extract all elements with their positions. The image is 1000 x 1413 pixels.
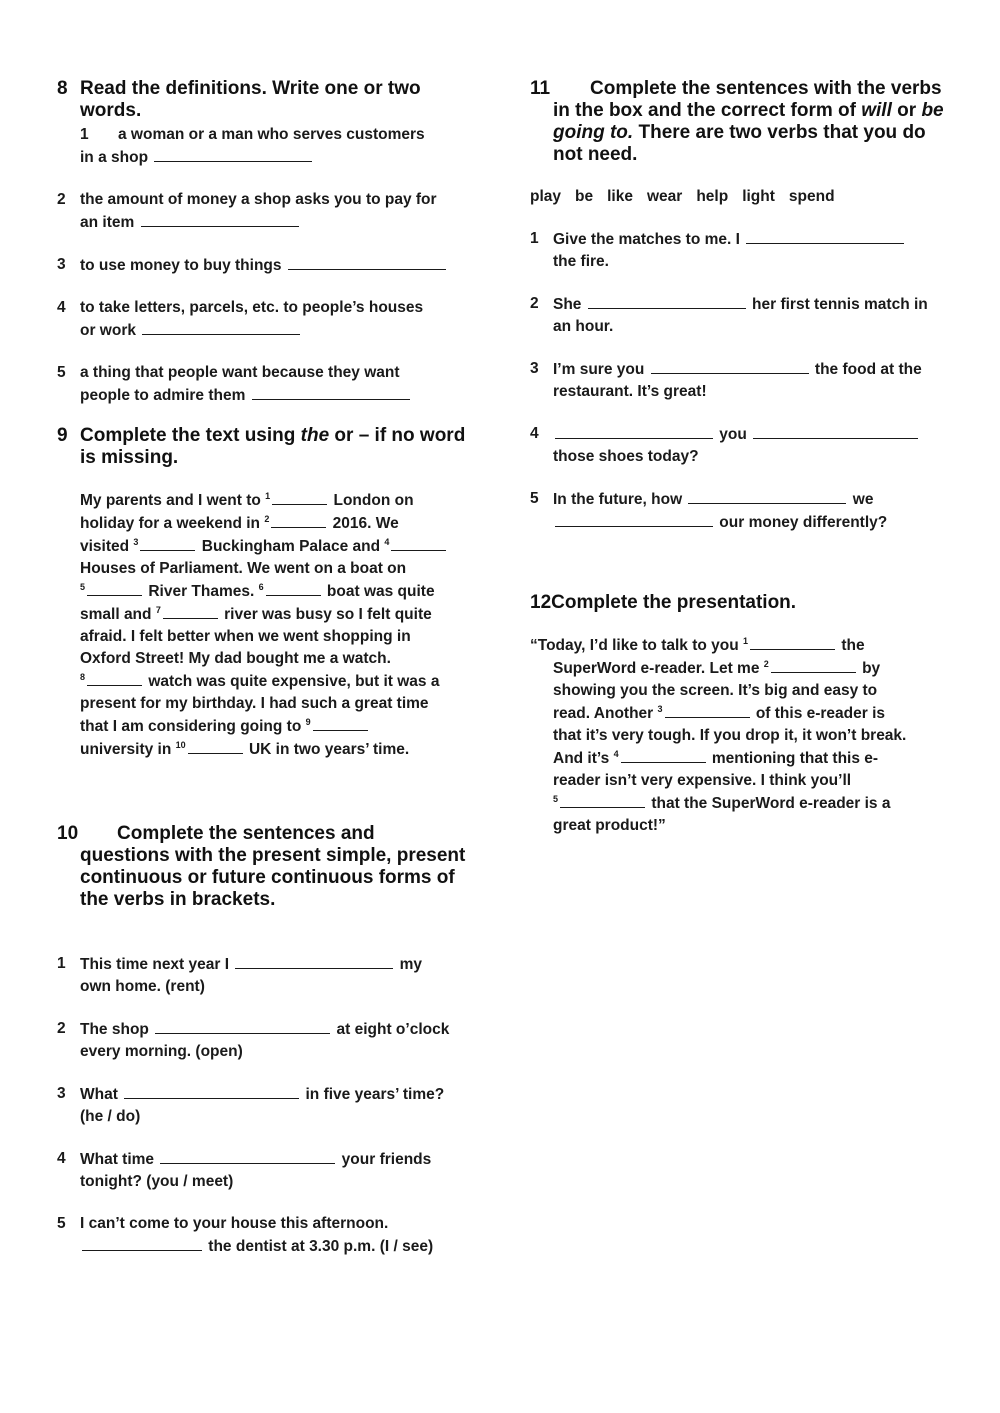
s9-text: that I am considering going to <box>80 718 306 735</box>
s10-item-3-number: 3 <box>57 1085 66 1102</box>
answer-blank[interactable] <box>555 511 713 527</box>
s11-item-4-number: 4 <box>530 425 539 442</box>
s9-text: watch was quite expensive, but it was a <box>144 673 440 690</box>
gap-number: 1 <box>743 635 749 646</box>
answer-blank[interactable] <box>188 738 243 754</box>
s9-text: river was busy so I felt quite <box>219 606 432 623</box>
s9-text: Buckingham Palace and <box>197 538 385 555</box>
answer-blank[interactable] <box>252 384 410 400</box>
section-11-number: 11 <box>530 78 551 99</box>
answer-blank[interactable] <box>272 489 327 505</box>
s8-item-1-number: 1 <box>80 126 89 143</box>
s8-item-2 <box>57 189 469 234</box>
section-10-number: 10 <box>57 823 79 844</box>
s12-text: the <box>837 637 865 654</box>
s12-text: great product!” <box>553 817 666 834</box>
s10-item-4-number: 4 <box>57 1150 66 1167</box>
verb-option: be <box>575 188 594 205</box>
s11-item-3-number: 3 <box>530 360 539 377</box>
gap-number: 5 <box>80 581 86 592</box>
s12-text: of this e-reader is <box>751 705 886 722</box>
gap-number: 4 <box>384 536 390 547</box>
answer-blank[interactable] <box>621 747 706 763</box>
s8-item-2-text2: an item <box>80 214 135 231</box>
s9-text: small and <box>80 606 156 623</box>
section-9-number: 9 <box>57 425 68 446</box>
answer-blank[interactable] <box>140 535 195 551</box>
s12-text: that it’s very tough. If you drop it, it won’t break. <box>553 727 907 744</box>
answer-blank[interactable] <box>160 1148 335 1164</box>
verb-box <box>530 186 950 208</box>
answer-blank[interactable] <box>124 1083 299 1099</box>
section-11-title-em2: be going to. <box>553 100 944 143</box>
s9-text: university in <box>80 741 176 758</box>
left-column <box>57 78 469 1258</box>
s9-text: boat was quite <box>322 583 435 600</box>
answer-blank[interactable] <box>588 293 746 309</box>
s10-item-4-text2: tonight? (you / meet) <box>80 1173 234 1190</box>
s11-item-3-text2: restaurant. It’s great! <box>553 383 707 400</box>
answer-blank[interactable] <box>142 319 300 335</box>
answer-blank[interactable] <box>651 358 809 374</box>
s8-item-4-number: 4 <box>57 299 66 316</box>
s10-item-5-text2: the dentist at 3.30 p.m. (I / see) <box>204 1238 434 1255</box>
s11-item-5 <box>530 488 950 534</box>
section-10 <box>57 823 469 1258</box>
s12-text: reader isn’t very expensive. I think you’ll <box>553 772 852 789</box>
answer-blank[interactable] <box>163 603 218 619</box>
answer-blank[interactable] <box>771 657 856 673</box>
s8-item-5-text: a thing that people want because they want <box>80 364 400 381</box>
s8-item-1 <box>57 124 469 169</box>
gap-number: 3 <box>133 536 139 547</box>
gap-number: 2 <box>763 658 769 669</box>
s8-item-3-number: 3 <box>57 256 66 273</box>
section-10-title: Complete the sentences and questions with the present simple, present continuous or future continuous forms of the verbs in brackets. <box>80 823 466 910</box>
s12-text: by <box>857 660 881 677</box>
answer-blank[interactable] <box>154 146 312 162</box>
s9-text: Oxford Street! My dad bought me a watch. <box>80 650 391 667</box>
answer-blank[interactable] <box>87 580 142 596</box>
s10-item-1-text-b: my <box>395 956 423 973</box>
gap-number: 8 <box>80 671 86 682</box>
section-12 <box>530 592 950 837</box>
s9-text: Houses of Parliament. We went on a boat on <box>80 560 407 577</box>
s12-text: showing you the screen. It’s big and easy to <box>553 682 878 699</box>
s11-item-2-text2: an hour. <box>553 318 614 335</box>
answer-blank[interactable] <box>271 512 326 528</box>
s11-item-5-number: 5 <box>530 490 539 507</box>
s8-item-1-text2: in a shop <box>80 149 149 166</box>
section-12-heading <box>530 592 950 614</box>
answer-blank[interactable] <box>753 423 918 439</box>
s12-text: read. Another <box>553 705 658 722</box>
section-11-title-mid: or <box>891 100 922 121</box>
s8-item-4-text2: or work <box>80 322 136 339</box>
s11-item-2 <box>530 293 950 338</box>
s11-item-1-number: 1 <box>530 230 539 247</box>
s11-item-5-text: In the future, how <box>553 491 687 508</box>
s8-item-2-number: 2 <box>57 191 66 208</box>
s8-item-3-text: to use money to buy things <box>80 257 282 274</box>
gap-number: 3 <box>657 703 663 714</box>
s10-item-4-text-b: your friends <box>337 1151 432 1168</box>
s12-text: that the SuperWord e-reader is a <box>647 795 891 812</box>
answer-blank[interactable] <box>141 211 299 227</box>
answer-blank[interactable] <box>746 228 904 244</box>
s9-text: present for my birthday. I had such a great time <box>80 695 429 712</box>
s9-text: visited <box>80 538 134 555</box>
answer-blank[interactable] <box>665 702 750 718</box>
s12-text: mentioning that this e- <box>707 750 879 767</box>
answer-blank[interactable] <box>82 1235 202 1251</box>
s9-text: UK in two years’ time. <box>244 741 410 758</box>
answer-blank[interactable] <box>560 792 645 808</box>
section-8-number: 8 <box>57 78 68 99</box>
gap-number: 9 <box>305 716 311 727</box>
s10-item-2-number: 2 <box>57 1020 66 1037</box>
gap-number: 1 <box>265 490 271 501</box>
s10-item-3-text: What <box>80 1086 123 1103</box>
gap-number: 5 <box>553 793 559 804</box>
s11-item-2-number: 2 <box>530 295 539 312</box>
s11-item-2-text-b: her first tennis match in <box>747 296 928 313</box>
section-11 <box>530 78 950 534</box>
verb-option: play <box>530 188 562 205</box>
s9-text: afraid. I felt better when we went shopping in <box>80 628 411 645</box>
s10-item-2-text: The shop <box>80 1021 154 1038</box>
s11-item-4-text2: those shoes today? <box>553 448 699 465</box>
answer-blank[interactable] <box>555 423 713 439</box>
section-11-title-em1: will <box>861 100 892 121</box>
answer-blank[interactable] <box>266 580 321 596</box>
section-9-title-em: the <box>300 425 330 446</box>
answer-blank[interactable] <box>688 488 846 504</box>
s10-item-3-text2: (he / do) <box>80 1108 141 1125</box>
section-12-number: 12 <box>530 592 552 613</box>
s8-item-5 <box>57 362 469 407</box>
gap-number: 10 <box>175 739 186 750</box>
section-11-title-a: Complete the sentences with the verbs in the box and the correct form of <box>553 78 942 121</box>
gap-number: 2 <box>264 513 270 524</box>
s10-item-1 <box>57 953 469 998</box>
section-9-title-a: Complete the text using <box>80 425 301 446</box>
right-column <box>530 78 950 837</box>
section-11-title <box>530 78 950 166</box>
s8-item-4-text: to take letters, parcels, etc. to people’s houses <box>80 299 424 316</box>
s10-item-1-number: 1 <box>57 955 66 972</box>
section-8-heading <box>57 78 469 122</box>
answer-blank[interactable] <box>235 953 393 969</box>
s11-item-3-text: I’m sure you <box>553 361 649 378</box>
verb-option: help <box>696 188 729 205</box>
s8-item-4 <box>57 297 469 342</box>
s9-text: London on <box>329 492 414 509</box>
s10-item-2-text-b: at eight o’clock <box>332 1021 450 1038</box>
s8-item-5-number: 5 <box>57 364 66 381</box>
s8-item-1-text: a woman or a man who serves customers <box>118 126 425 143</box>
s11-item-1-text2: the fire. <box>553 253 609 270</box>
s10-item-4-text: What time <box>80 1151 159 1168</box>
gap-number: 4 <box>613 748 619 759</box>
section-12-text <box>530 634 950 837</box>
s10-item-1-text2: own home. (rent) <box>80 978 205 995</box>
verb-option: wear <box>646 188 683 205</box>
s11-item-3-text-b: the food at the <box>810 361 922 378</box>
s11-item-2-text: She <box>553 296 586 313</box>
s9-text: holiday for a weekend in <box>80 515 265 532</box>
section-9-title <box>80 425 469 469</box>
s11-item-4 <box>530 423 950 468</box>
s8-item-5-text2: people to admire them <box>80 387 246 404</box>
s11-item-3 <box>530 358 950 403</box>
s10-item-5-text: I can’t come to your house this afternoon. <box>80 1215 389 1232</box>
s12-text: SuperWord e-reader. Let me <box>553 660 764 677</box>
section-8-title: Read the definitions. Write one or two words. <box>80 78 421 121</box>
s10-item-2-text2: every morning. (open) <box>80 1043 243 1060</box>
section-9-heading <box>57 425 469 469</box>
verb-option: light <box>742 188 775 205</box>
s9-text: 2016. We <box>328 515 399 532</box>
section-11-title-b: There are two verbs that you do not need. <box>553 122 926 165</box>
s10-item-2 <box>57 1018 469 1063</box>
answer-blank[interactable] <box>750 634 835 650</box>
s11-item-5-text-b: we <box>848 491 874 508</box>
verb-option: like <box>607 188 633 205</box>
s9-text: My parents and I went to <box>80 492 266 509</box>
section-9 <box>57 425 469 761</box>
gap-number: 6 <box>258 581 264 592</box>
gap-number: 7 <box>155 604 161 615</box>
s10-item-5 <box>57 1213 469 1258</box>
answer-blank[interactable] <box>87 670 142 686</box>
s10-item-5-number: 5 <box>57 1215 66 1232</box>
s10-item-1-text: This time next year I <box>80 956 234 973</box>
section-8 <box>57 78 469 407</box>
s8-item-2-text: the amount of money a shop asks you to pay for <box>80 191 437 208</box>
answer-blank[interactable] <box>391 535 446 551</box>
s12-text: And it’s <box>553 750 614 767</box>
answer-blank[interactable] <box>155 1018 330 1034</box>
section-9-text <box>57 489 469 761</box>
section-12-title: Complete the presentation. <box>551 592 797 613</box>
s11-item-1-text: Give the matches to me. I <box>553 231 745 248</box>
s9-text: River Thames. <box>144 583 259 600</box>
s11-item-5-text2: our money differently? <box>715 514 888 531</box>
s11-item-4-text-b: you <box>715 426 752 443</box>
s11-item-1 <box>530 228 950 273</box>
s10-item-3-text-b: in five years’ time? <box>301 1086 445 1103</box>
verb-option: spend <box>788 188 835 205</box>
s10-item-4 <box>57 1148 469 1193</box>
answer-blank[interactable] <box>288 254 446 270</box>
s10-item-3 <box>57 1083 469 1128</box>
answer-blank[interactable] <box>313 715 368 731</box>
s8-item-3 <box>57 254 469 277</box>
s12-text: “Today, I’d like to talk to you <box>530 637 744 654</box>
section-9-title-b: or – if no word is missing. <box>80 425 466 468</box>
